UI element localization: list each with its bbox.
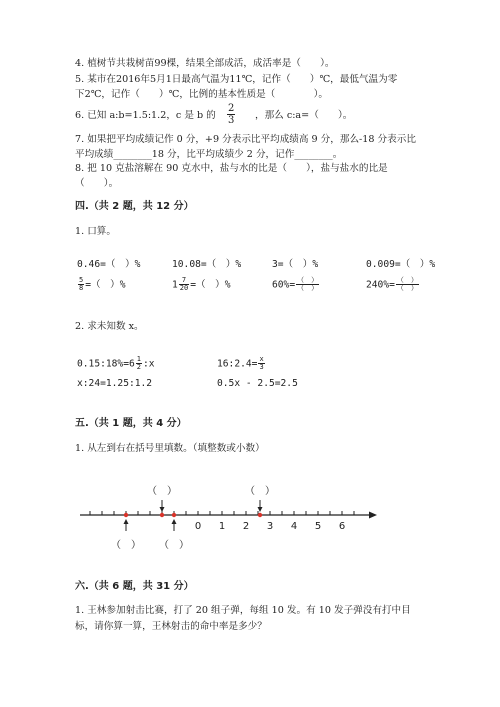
number-line-tick-label: 4	[290, 521, 298, 532]
equation-3: x:24=1.25:1.2	[77, 378, 153, 389]
oral-r1-c3: 3=（ ）%	[272, 259, 319, 270]
answer-blank-bottom-2: （ ）	[159, 540, 189, 551]
mixed-integer: 1	[172, 279, 178, 291]
section-5-title: 五.（共 1 题，共 4 分）	[75, 418, 187, 429]
top-arrows	[160, 500, 263, 512]
blank-numerator: （ ）	[396, 276, 418, 284]
fraction	[179, 277, 189, 292]
number-line-tick-label: 3	[266, 521, 274, 532]
equation-1	[77, 356, 155, 371]
question-8-line-2: （ ）。	[75, 178, 119, 189]
marked-point	[124, 513, 128, 517]
fraction-numerator: 2	[228, 103, 235, 114]
oral-r1-c4: 0.009=（ ）%	[366, 259, 436, 270]
fraction-numerator: 1	[136, 355, 141, 363]
equation-2-prefix: 16:2.4=	[217, 358, 258, 370]
oral-r2-c1-tail: =（ ）%	[85, 279, 126, 291]
fraction-denominator: 8	[79, 284, 84, 292]
question-4: 4. 植树节共栽树苗99棵，结果全部成活，成活率是（ ）。	[75, 58, 335, 69]
number-line-tick-label: 6	[338, 521, 346, 532]
number-line-arrow-icon	[369, 512, 377, 519]
number-line-tick-label: 1	[218, 521, 226, 532]
question-6-fraction	[227, 103, 235, 126]
number-line-figure	[0, 470, 500, 560]
equation-2	[217, 356, 266, 371]
number-line-ticks	[90, 511, 354, 532]
oral-r2-c4-prefix: 240%=	[366, 279, 395, 291]
question-7-line-2: 平均成绩________18 分，比平均成绩少 2 分，记作________。	[75, 149, 343, 160]
oral-r2-c1	[77, 277, 126, 292]
marked-point	[172, 513, 176, 517]
section-6-title: 六.（共 6 题，共 31 分）	[75, 581, 194, 592]
fraction-denominator: 3	[228, 115, 235, 126]
blank-numerator: （ ）	[297, 276, 319, 284]
fraction	[136, 356, 142, 371]
number-line-tick-label: 2	[242, 521, 250, 532]
question-6-prefix: 6. 已知 a:b=1.5:1.2，c 是 b 的	[75, 110, 216, 121]
section-4-question-2: 2. 求未知数 x。	[75, 321, 144, 332]
fraction-numerator: 7	[179, 277, 189, 285]
question-5-line-1: 5. 某市在2016年5月1日最高气温为11℃，记作（ ）℃，最低气温为零	[75, 74, 398, 85]
oral-r1-c1: 0.46=（ ）%	[77, 259, 141, 270]
answer-blank-bottom-1: （ ）	[111, 540, 141, 551]
fraction-denominator: 2	[136, 363, 141, 371]
question-6-suffix: ，那么 c:a=（ ）。	[255, 110, 353, 121]
oral-r1-c2: 10.08=（ ）%	[172, 259, 242, 270]
down-arrow-head-icon	[160, 507, 165, 512]
answer-blank-top-1: （ ）	[147, 486, 177, 497]
bottom-arrows	[124, 519, 177, 531]
oral-r2-c4	[366, 277, 420, 292]
number-line-tick-label: 5	[314, 521, 322, 532]
blank-fraction	[396, 277, 419, 292]
equation-1-prefix: 0.15:18%=6	[77, 358, 135, 370]
fraction-denominator: 3	[259, 363, 264, 371]
up-arrow-head-icon	[172, 519, 177, 524]
blank-fraction	[296, 277, 319, 292]
fraction	[78, 277, 84, 292]
question-5-line-2: 下2℃，记作（ ）℃，比例的基本性质是（ ）。	[75, 89, 329, 100]
up-arrow-head-icon	[124, 519, 129, 524]
question-7-line-1: 7. 如果把平均成绩记作 0 分，+9 分表示比平均成绩高 9 分，那么-18 分表示比	[75, 134, 416, 145]
marked-point	[258, 513, 262, 517]
number-line-tick-label: 0	[194, 521, 202, 532]
section-6-question-1-line-2: 标，请你算一算，王林射击的命中率是多少？	[75, 621, 267, 632]
equation-1-tail: :x	[142, 358, 155, 370]
equation-4: 0.5x - 2.5=2.5	[217, 378, 298, 389]
fraction-numerator: 5	[79, 276, 84, 284]
oral-r2-c2	[172, 277, 231, 292]
fraction-numerator: x	[259, 355, 264, 363]
oral-r2-c2-tail: =（ ）%	[190, 279, 231, 291]
marked-point	[160, 513, 164, 517]
section-4-question-1: 1. 口算。	[75, 226, 116, 237]
section-6-question-1-line-1: 1. 王林参加射击比赛，打了 20 组子弹，每组 10 发。有 10 发子弹没有打中目	[75, 605, 411, 616]
section-5-question-1: 1. 从左到右在括号里填数。（填整数或小数）	[75, 443, 265, 454]
question-8-line-1: 8. 把 10 克盐溶解在 90 克水中，盐与水的比是（ ），盐与盐水的比是	[75, 163, 388, 174]
answer-blank-top-2: （ ）	[245, 486, 275, 497]
fraction	[258, 356, 264, 371]
blank-denominator: （ ）	[396, 284, 418, 292]
oral-r2-c3-prefix: 60%=	[272, 279, 296, 291]
blank-denominator: （ ）	[297, 284, 319, 292]
fraction-denominator: 20	[179, 284, 189, 292]
section-4-title: 四.（共 2 题，共 12 分）	[75, 201, 194, 212]
oral-r2-c3	[272, 277, 320, 292]
